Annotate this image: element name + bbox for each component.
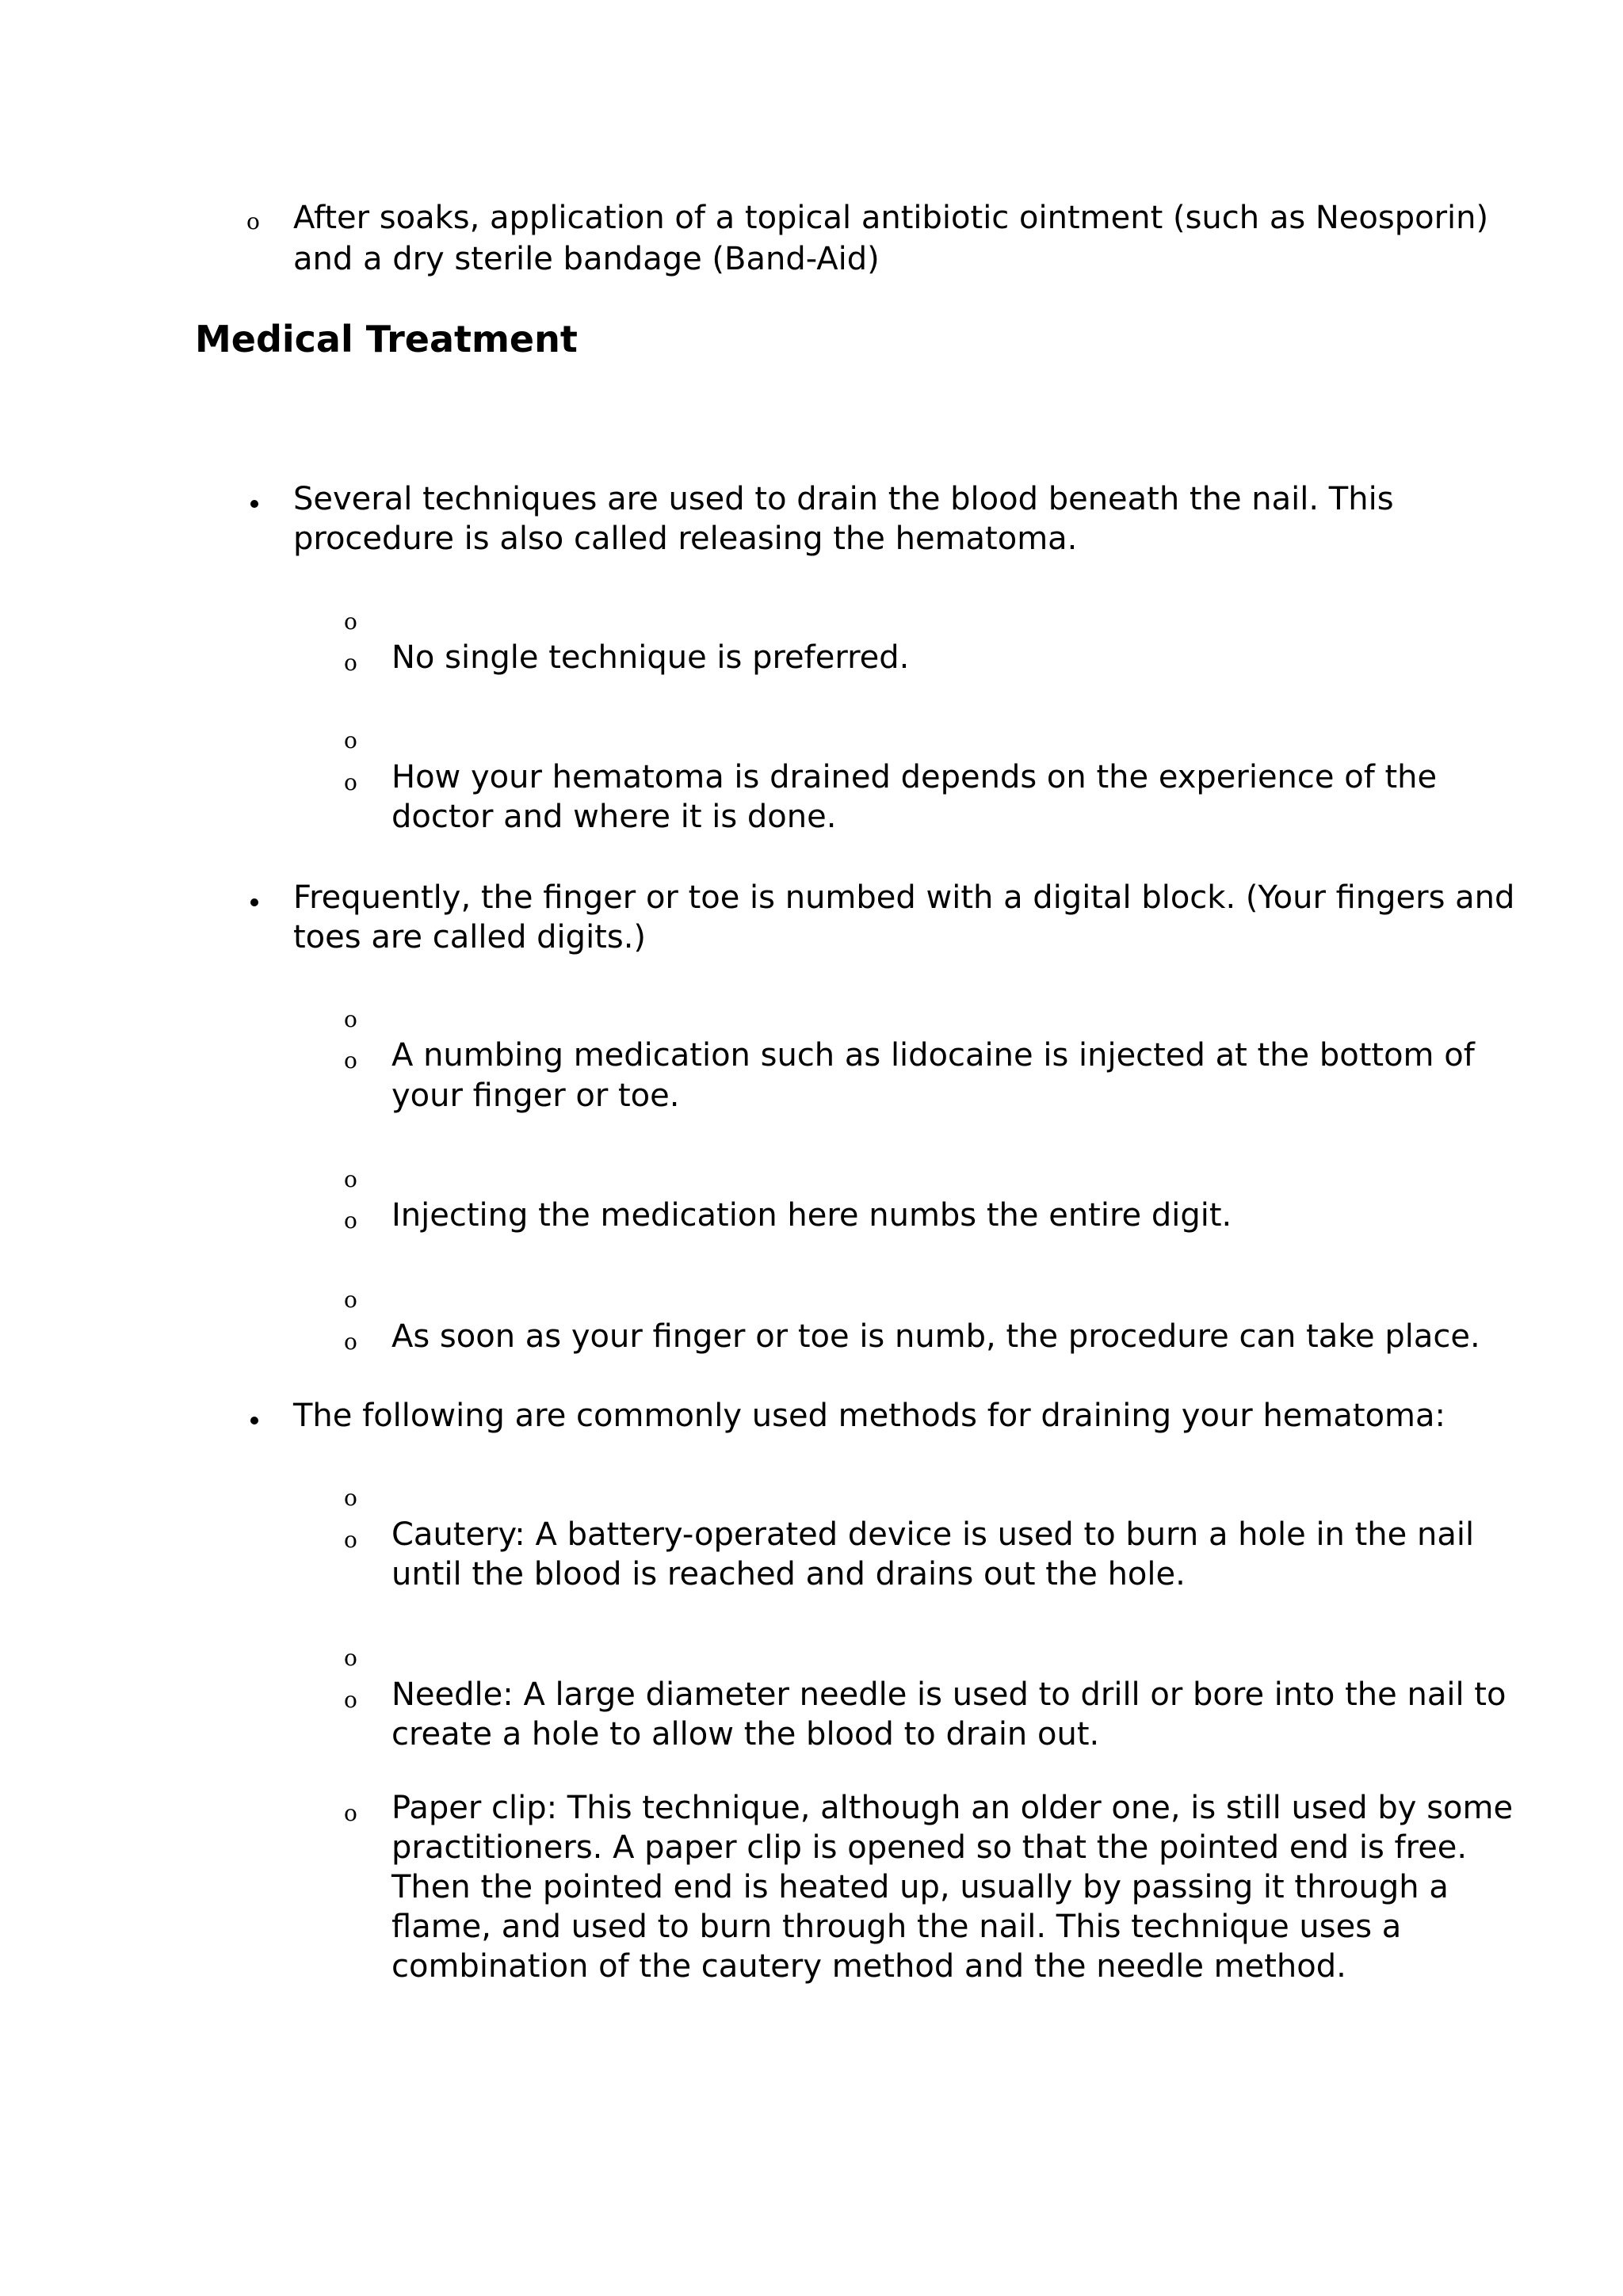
empty-sub-bullet-marker: o xyxy=(344,1166,357,1192)
bullet-marker xyxy=(250,500,258,508)
sub-item-text: No single technique is preferred. xyxy=(391,639,910,676)
bullet-text: The following are commonly used methods for draining your hematoma: xyxy=(293,1398,1446,1434)
bullet-text: Several techniques are used to drain the blood beneath the nail. This xyxy=(293,481,1394,517)
sub-item-text: Then the pointed end is heated up, usually by passing it through a xyxy=(391,1869,1449,1905)
sub-item-text: combination of the cautery method and the needle method. xyxy=(391,1948,1346,1985)
sub-item-text: As soon as your finger or toe is numb, the procedure can take place. xyxy=(391,1318,1480,1355)
sub-item-text: Paper clip: This technique, although an older one, is still used by some xyxy=(391,1790,1514,1826)
sub-item-text: doctor and where it is done. xyxy=(391,799,837,835)
sub-bullet-marker: o xyxy=(344,1800,357,1826)
empty-sub-bullet-marker: o xyxy=(344,1645,357,1671)
section-heading: Medical Treatment xyxy=(195,318,578,360)
sub-item-text: A numbing medication such as lidocaine is injected at the bottom of xyxy=(391,1037,1475,1074)
bullet-text: toes are called digits.) xyxy=(293,919,647,955)
bullet-marker xyxy=(250,898,258,906)
sub-item-text: After soaks, application of a topical antibiotic ointment (such as Neosporin) xyxy=(293,200,1489,236)
empty-sub-bullet-marker: o xyxy=(344,1287,357,1313)
empty-sub-bullet-marker: o xyxy=(344,608,357,635)
sub-item-text: create a hole to allow the blood to drain out. xyxy=(391,1716,1100,1753)
sub-bullet-marker: o xyxy=(246,208,260,235)
sub-bullet-marker: o xyxy=(344,1207,357,1234)
sub-item-text: until the blood is reached and drains out the hole. xyxy=(391,1556,1186,1592)
empty-sub-bullet-marker: o xyxy=(344,1006,357,1032)
empty-sub-bullet-marker: o xyxy=(344,727,357,753)
bullet-text: Frequently, the finger or toe is numbed with a digital block. (Your fingers and xyxy=(293,879,1515,916)
bullet-marker xyxy=(250,1417,258,1425)
sub-item-text: Needle: A large diameter needle is used to drill or bore into the nail to xyxy=(391,1676,1507,1713)
sub-bullet-marker: o xyxy=(344,1329,357,1355)
sub-bullet-marker: o xyxy=(344,650,357,676)
sub-item-text: flame, and used to burn through the nail. This technique uses a xyxy=(391,1909,1402,1945)
sub-bullet-marker: o xyxy=(344,1687,357,1713)
sub-item-text: How your hematoma is drained depends on the experience of the xyxy=(391,759,1438,795)
sub-item-text: Cautery: A battery-operated device is used to burn a hole in the nail xyxy=(391,1516,1475,1553)
sub-item-text: Injecting the medication here numbs the entire digit. xyxy=(391,1197,1232,1234)
empty-sub-bullet-marker: o xyxy=(344,1485,357,1511)
sub-item-text: and a dry sterile bandage (Band-Aid) xyxy=(293,241,880,277)
sub-bullet-marker: o xyxy=(344,1527,357,1553)
sub-item-text: your finger or toe. xyxy=(391,1077,680,1114)
sub-bullet-marker: o xyxy=(344,1047,357,1074)
bullet-text: procedure is also called releasing the hematoma. xyxy=(293,521,1078,557)
sub-item-text: practitioners. A paper clip is opened so that the pointed end is free. xyxy=(391,1829,1468,1866)
sub-bullet-marker: o xyxy=(344,769,357,795)
